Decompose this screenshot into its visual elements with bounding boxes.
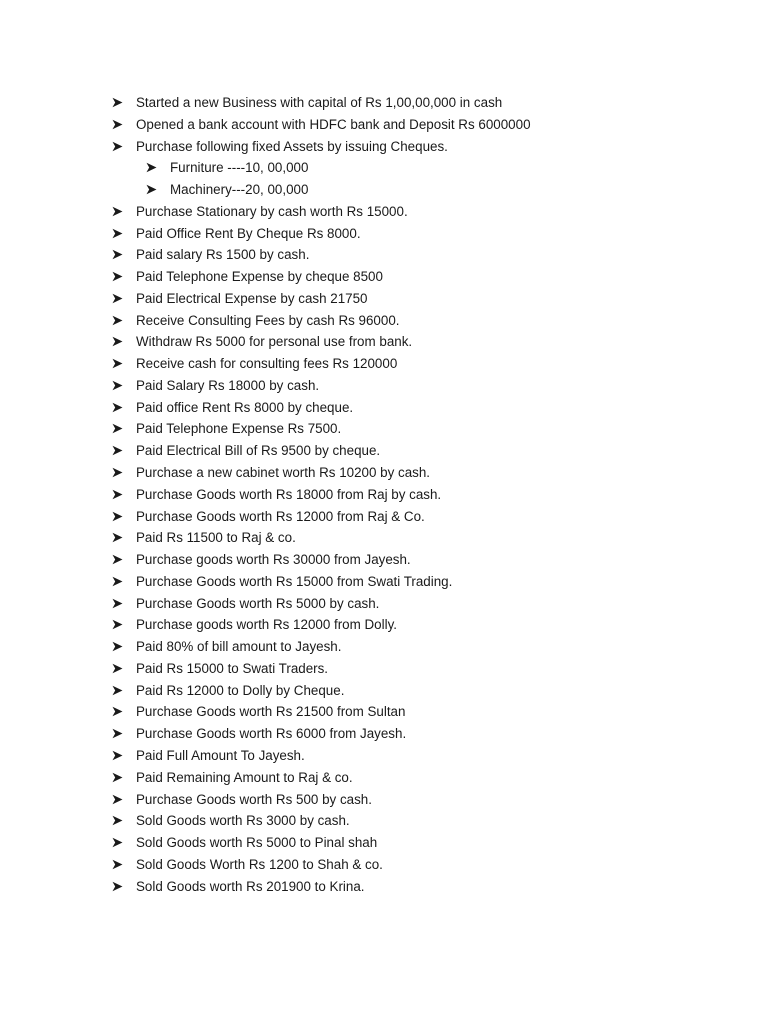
arrowhead-bullet-icon: [110, 636, 136, 658]
list-item: [110, 854, 531, 876]
arrowhead-bullet-icon: [110, 114, 136, 136]
list-item: [110, 658, 531, 680]
arrowhead-bullet-icon: [110, 440, 136, 462]
list-item-text: Paid Salary Rs 18000 by cash.: [136, 377, 320, 393]
arrowhead-bullet-icon: [110, 527, 136, 549]
arrowhead-bullet-icon: [110, 375, 136, 397]
list-item: [110, 223, 531, 245]
list-item: [110, 375, 531, 397]
list-item: [110, 745, 531, 767]
arrowhead-bullet-icon: [110, 310, 136, 332]
list-item: [110, 680, 531, 702]
list-item-text: Paid Office Rent By Cheque Rs 8000.: [136, 225, 361, 241]
list-item-text: Paid Full Amount To Jayesh.: [136, 747, 305, 763]
arrowhead-bullet-icon: [110, 353, 136, 375]
arrowhead-bullet-icon: [110, 767, 136, 789]
arrowhead-bullet-icon: [110, 876, 136, 898]
list-item-text: Sold Goods worth Rs 3000 by cash.: [136, 813, 350, 829]
arrowhead-bullet-icon: [110, 658, 136, 680]
transaction-list: [110, 92, 531, 897]
list-item: [110, 201, 531, 223]
arrowhead-bullet-icon: [144, 179, 170, 201]
list-item: [110, 832, 531, 854]
list-item-text: Opened a bank account with HDFC bank and Deposit Rs 6000000: [136, 116, 531, 132]
arrowhead-bullet-icon: [110, 701, 136, 723]
list-item: [110, 876, 531, 898]
sub-list-item: [110, 179, 531, 201]
arrowhead-bullet-icon: [110, 266, 136, 288]
list-item: [110, 353, 531, 375]
list-item: [110, 614, 531, 636]
list-item-text: Sold Goods Worth Rs 1200 to Shah & co.: [136, 856, 383, 872]
list-item-text: Purchase a new cabinet worth Rs 10200 by cash.: [136, 465, 431, 481]
list-item-text: Sold Goods worth Rs 5000 to Pinal shah: [136, 835, 378, 851]
list-item: [110, 114, 531, 136]
list-item: [110, 701, 531, 723]
list-item: [110, 789, 531, 811]
arrowhead-bullet-icon: [110, 723, 136, 745]
list-item-text: Started a new Business with capital of Rs 1,00,00,000 in cash: [136, 95, 503, 110]
list-item-text: Purchase following fixed Assets by issuing Cheques.: [136, 138, 448, 154]
list-item-text: Paid Electrical Bill of Rs 9500 by cheque.: [136, 443, 381, 459]
list-item-text: Paid Rs 12000 to Dolly by Cheque.: [136, 682, 345, 698]
arrowhead-bullet-icon: [110, 680, 136, 702]
arrowhead-bullet-icon: [110, 484, 136, 506]
arrowhead-bullet-icon: [110, 288, 136, 310]
list-item-text: Purchase goods worth Rs 30000 from Jayesh.: [136, 552, 411, 568]
list-item: [110, 440, 531, 462]
list-item-text: Purchase Goods worth Rs 15000 from Swati Trading.: [136, 573, 453, 589]
list-item-text: Purchase Goods worth Rs 21500 from Sultan: [136, 704, 406, 720]
list-item: [110, 397, 531, 419]
list-item-text: Paid Telephone Expense Rs 7500.: [136, 421, 342, 437]
list-item-text: Paid Remaining Amount to Raj & co.: [136, 769, 353, 785]
list-item-text: Withdraw Rs 5000 for personal use from bank.: [136, 334, 413, 350]
list-item-text: Purchase Stationary by cash worth Rs 15000.: [136, 203, 408, 219]
arrowhead-bullet-icon: [110, 614, 136, 636]
arrowhead-bullet-icon: [110, 810, 136, 832]
list-item: [110, 723, 531, 745]
list-item: [110, 767, 531, 789]
arrowhead-bullet-icon: [110, 549, 136, 571]
list-item: [110, 810, 531, 832]
arrowhead-bullet-icon: [110, 397, 136, 419]
arrowhead-bullet-icon: [110, 571, 136, 593]
list-item-text: Paid 80% of bill amount to Jayesh.: [136, 639, 342, 655]
list-item: [110, 136, 531, 158]
list-item: [110, 310, 531, 332]
list-item-text: Receive cash for consulting fees Rs 120000: [136, 356, 398, 372]
list-item-text: Purchase Goods worth Rs 500 by cash.: [136, 791, 372, 807]
list-item: [110, 288, 531, 310]
arrowhead-bullet-icon: [110, 593, 136, 615]
arrowhead-bullet-icon: [110, 136, 136, 158]
list-item-text: Machinery---20, 00,000: [170, 182, 309, 198]
list-item: [110, 244, 531, 266]
arrowhead-bullet-icon: [110, 462, 136, 484]
list-item-text: Paid salary Rs 1500 by cash.: [136, 247, 310, 263]
list-item: [110, 266, 531, 288]
arrowhead-bullet-icon: [110, 244, 136, 266]
list-item: [110, 636, 531, 658]
list-item-text: Receive Consulting Fees by cash Rs 96000.: [136, 312, 400, 328]
list-item-text: Paid Rs 15000 to Swati Traders.: [136, 660, 329, 676]
list-item-text: Purchase goods worth Rs 12000 from Dolly.: [136, 617, 397, 633]
sub-list-item: [110, 157, 531, 179]
arrowhead-bullet-icon: [110, 201, 136, 223]
arrowhead-bullet-icon: [110, 92, 136, 114]
list-item: [110, 527, 531, 549]
list-item-text: Sold Goods worth Rs 201900 to Krina.: [136, 878, 365, 894]
list-item-text: Purchase Goods worth Rs 12000 from Raj & Co.: [136, 508, 425, 524]
list-item: [110, 331, 531, 353]
arrowhead-bullet-icon: [110, 832, 136, 854]
arrowhead-bullet-icon: [110, 745, 136, 767]
arrowhead-bullet-icon: [110, 223, 136, 245]
list-item-text: Furniture ----10, 00,000: [170, 160, 309, 176]
list-item: [110, 506, 531, 528]
arrowhead-bullet-icon: [110, 331, 136, 353]
list-item: [110, 462, 531, 484]
list-item: [110, 549, 531, 571]
list-item-text: Paid Telephone Expense by cheque 8500: [136, 269, 383, 285]
list-item-text: Paid Rs 11500 to Raj & co.: [136, 530, 296, 546]
arrowhead-bullet-icon: [110, 854, 136, 876]
list-item-text: Purchase Goods worth Rs 5000 by cash.: [136, 595, 380, 611]
list-item: [110, 593, 531, 615]
arrowhead-bullet-icon: [110, 418, 136, 440]
list-item: [110, 484, 531, 506]
list-item: [110, 92, 531, 114]
arrowhead-bullet-icon: [110, 506, 136, 528]
list-item-text: Paid Electrical Expense by cash 21750: [136, 290, 368, 306]
list-item: [110, 418, 531, 440]
arrowhead-bullet-icon: [110, 789, 136, 811]
list-item: [110, 571, 531, 593]
list-item-text: Purchase Goods worth Rs 6000 from Jayesh.: [136, 726, 407, 742]
list-item-text: Paid office Rent Rs 8000 by cheque.: [136, 399, 354, 415]
list-item-text: Purchase Goods worth Rs 18000 from Raj by cash.: [136, 486, 442, 502]
arrowhead-bullet-icon: [144, 157, 170, 179]
